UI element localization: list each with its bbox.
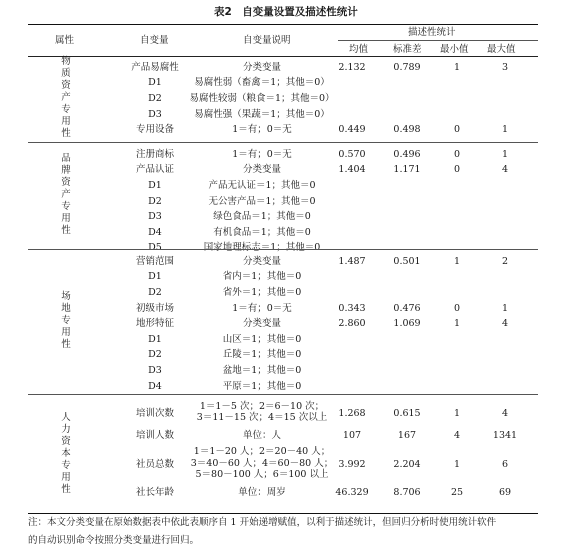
group-separator <box>28 394 538 395</box>
var-name: D4 <box>148 226 162 238</box>
var-description: 分类变量 <box>242 255 282 267</box>
var-name: 营销范围 <box>135 255 175 267</box>
group-label-char: 专 <box>61 200 71 212</box>
stat-mean: 2.132 <box>338 61 366 73</box>
var-description: 山区＝1；其他＝0 <box>222 333 302 345</box>
stat-max: 6 <box>501 458 509 470</box>
stat-min: 1 <box>453 255 461 267</box>
stat-sd: 0.496 <box>393 148 421 160</box>
stat-sd: 0.789 <box>393 61 421 73</box>
stat-min: 1 <box>453 318 461 330</box>
stat-mean: 1.268 <box>338 407 366 419</box>
var-description: 产品无认证＝1；其他＝0 <box>208 180 316 191</box>
var-description: 无公害产品＝1；其他＝0 <box>208 195 316 207</box>
table-note-line-2: 的自动识别命令按照分类变量进行回归。 <box>28 535 200 546</box>
var-name: D4 <box>148 380 162 392</box>
group-label-char: 用 <box>61 212 71 224</box>
header-var: 自变量 <box>140 35 169 46</box>
var-description: 分类变量 <box>242 61 282 73</box>
stat-min: 0 <box>453 124 461 136</box>
stat-min: 0 <box>453 302 461 314</box>
var-name: D1 <box>148 271 162 283</box>
stat-mean: 0.449 <box>338 124 366 136</box>
var-description: 1＝1－20 人；2＝20－40 人； <box>193 446 331 458</box>
group-label-char: 人 <box>61 411 71 423</box>
var-description: 丘陵＝1；其他＝0 <box>222 349 302 361</box>
stat-sd: 2.204 <box>393 458 421 470</box>
var-name: D1 <box>148 77 162 89</box>
stat-sd: 0.498 <box>393 124 421 136</box>
stat-sd: 0.615 <box>393 407 421 419</box>
var-description: 1＝有；0＝无 <box>232 302 292 314</box>
group-label-char: 资 <box>61 79 71 91</box>
stat-mean: 46.329 <box>335 486 369 498</box>
group-label-char: 资 <box>61 176 71 188</box>
var-name: 注册商标 <box>135 148 175 160</box>
stat-max: 1341 <box>492 430 518 442</box>
stats-group-rule <box>338 40 538 41</box>
var-description: 平原＝1；其他＝0 <box>222 380 302 392</box>
var-description: 单位：周岁 <box>238 486 286 498</box>
group-label-char: 本 <box>61 447 71 459</box>
group-label-char: 地 <box>61 302 71 314</box>
group-label-char: 性 <box>61 127 71 139</box>
group-label-char: 牌 <box>61 164 71 176</box>
var-name: 社长年龄 <box>135 486 175 498</box>
group-label-char: 物 <box>61 55 71 67</box>
var-description: 易腐性强（果蔬＝1；其他＝0） <box>194 108 330 120</box>
stat-max: 1 <box>501 148 509 160</box>
stat-sd: 0.501 <box>393 255 421 267</box>
stat-max: 2 <box>501 255 509 267</box>
group-label-char: 用 <box>61 115 71 127</box>
var-name: D3 <box>148 108 162 120</box>
var-description: 省外＝1；其他＝0 <box>222 287 302 298</box>
var-description: 国家地理标志＝1；其他＝0 <box>203 242 321 254</box>
stat-mean: 0.343 <box>338 302 366 314</box>
group-label-char: 性 <box>61 338 71 350</box>
var-description: 3＝40－60 人；4＝60－80 人； <box>190 457 334 469</box>
header-max: 最大值 <box>487 44 516 55</box>
stat-max: 1 <box>501 302 509 314</box>
stat-mean: 1.404 <box>338 164 366 176</box>
var-description: 省内＝1；其他＝0 <box>222 271 302 283</box>
stat-max: 69 <box>498 486 512 498</box>
stat-mean: 1.487 <box>338 255 366 267</box>
var-name: D1 <box>148 180 162 191</box>
group-separator <box>28 249 538 250</box>
stat-min: 25 <box>450 486 464 498</box>
stat-mean: 2.860 <box>338 318 366 330</box>
stat-max: 3 <box>501 61 509 73</box>
header-mean: 均值 <box>349 44 369 55</box>
stat-min: 0 <box>453 148 461 160</box>
header-rule <box>28 56 538 57</box>
var-description: 5＝80－100 人；6＝100 以上 <box>195 468 329 480</box>
var-description: 3＝11－15 次；4＝15 次以上 <box>196 412 328 424</box>
var-description: 绿色食品＝1；其他＝0 <box>213 211 311 223</box>
stat-mean: 3.992 <box>338 458 366 470</box>
var-name: 产品认证 <box>135 164 175 176</box>
stat-sd: 1.171 <box>393 164 421 176</box>
stat-min: 1 <box>453 407 461 419</box>
var-description: 分类变量 <box>242 164 282 176</box>
group-label-char: 用 <box>61 471 71 483</box>
group-label-char: 专 <box>61 459 71 471</box>
var-description: 1＝有；0＝无 <box>232 148 292 160</box>
group-separator <box>28 142 538 143</box>
stat-sd: 1.069 <box>393 318 421 330</box>
var-name: 社员总数 <box>135 458 175 470</box>
stat-max: 4 <box>501 407 509 419</box>
stat-sd: 8.706 <box>393 486 421 498</box>
var-name: D3 <box>148 365 162 376</box>
group-label-char: 产 <box>61 188 71 200</box>
var-name: D1 <box>148 333 162 345</box>
group-label-char: 产 <box>61 91 71 103</box>
var-description: 盆地＝1；其他＝0 <box>222 365 302 376</box>
var-description: 易腐性弱（畜禽＝1；其他＝0） <box>194 77 330 89</box>
group-label-char: 力 <box>61 423 71 435</box>
stat-min: 0 <box>453 164 461 176</box>
header-stats-group: 描述性统计 <box>408 27 456 38</box>
var-name: D5 <box>148 242 162 254</box>
group-label-char: 性 <box>61 483 71 495</box>
var-name: 培训人数 <box>135 430 175 442</box>
var-name: D2 <box>148 287 162 298</box>
stat-min: 4 <box>453 430 461 442</box>
stat-sd: 167 <box>397 430 417 442</box>
group-label-char: 资 <box>61 435 71 447</box>
group-label-char: 性 <box>61 224 71 236</box>
table-note-line-1: 注：本文分类变量在原始数据表中依此表顺序自 1 开始递增赋值，以利于描述统计，但回归分析时使用统计软件 <box>28 517 497 528</box>
group-label-char: 用 <box>61 326 71 338</box>
header-desc: 自变量说明 <box>243 35 291 46</box>
stat-sd: 0.476 <box>393 302 421 314</box>
header-min: 最小值 <box>440 44 469 55</box>
var-name: D2 <box>148 349 162 361</box>
header-sd: 标准差 <box>393 44 422 55</box>
var-description: 单位：人 <box>242 430 282 442</box>
stat-mean: 107 <box>342 430 362 442</box>
stat-max: 1 <box>501 124 509 136</box>
var-name: 专用设备 <box>135 124 175 136</box>
var-description: 1＝1－5 次；2＝6－10 次； <box>199 401 325 412</box>
var-name: 初级市场 <box>135 302 175 314</box>
var-name: D2 <box>148 195 162 207</box>
var-name: D3 <box>148 211 162 223</box>
group-label-char: 专 <box>61 314 71 326</box>
stat-min: 1 <box>453 458 461 470</box>
stat-max: 4 <box>501 318 509 330</box>
stat-mean: 0.570 <box>338 148 366 160</box>
var-name: 培训次数 <box>135 407 175 419</box>
header-attr: 属性 <box>55 35 75 46</box>
group-label-char: 质 <box>61 67 71 79</box>
table-title: 表2 自变量设置及描述性统计 <box>214 6 358 18</box>
var-description: 分类变量 <box>242 318 282 330</box>
group-label-char: 品 <box>61 152 71 164</box>
stat-min: 1 <box>453 61 461 73</box>
var-description: 1＝有；0＝无 <box>232 124 292 136</box>
stat-max: 4 <box>501 164 509 176</box>
var-name: 产品易腐性 <box>131 61 179 73</box>
top-rule <box>28 24 538 25</box>
group-label-char: 专 <box>61 103 71 115</box>
var-name: D2 <box>148 93 162 104</box>
var-name: 地形特征 <box>135 318 175 330</box>
var-description: 有机食品＝1；其他＝0 <box>213 226 311 238</box>
group-label-char: 场 <box>61 290 71 302</box>
var-description: 易腐性较弱（粮食＝1；其他＝0） <box>189 93 335 104</box>
